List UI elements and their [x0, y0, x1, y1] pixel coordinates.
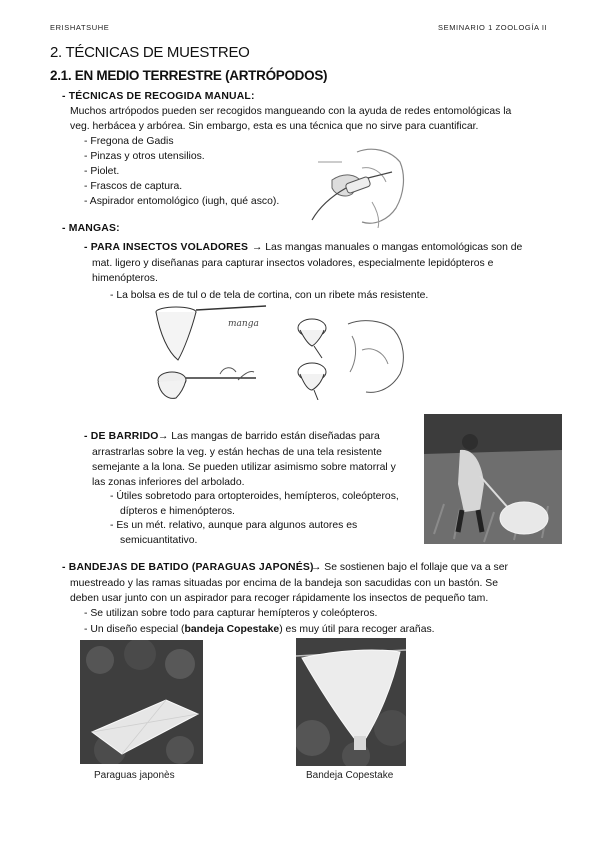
manual-intro-1: Muchos artrópodos pueden ser recogidos mangueando con la ayuda de redes entomológicas la: [70, 106, 512, 117]
manual-item: - Piolet.: [84, 166, 120, 177]
paraguas-japones-photo: [80, 640, 203, 764]
sweep-net-photo: [424, 414, 562, 544]
bolsa-text: - La bolsa es de tul o de tela de cortina, con un ribete más resistente.: [110, 290, 429, 301]
manual-item: - Aspirador entomológico (iugh, qué asco).: [84, 196, 280, 207]
bandejas-bullet-2: - Un diseño especial (bandeja Copestake) es muy útil para recoger arañas.: [84, 624, 435, 635]
bandejas-label: - BANDEJAS DE BATIDO (PARAGUAS JAPONÉS): [62, 562, 314, 573]
manual-item: - Frascos de captura.: [84, 181, 183, 192]
section-subtitle: 2.1. EN MEDIO TERRESTRE (ARTRÓPODOS): [50, 68, 328, 83]
header-author: ERISHATSUHE: [50, 23, 110, 32]
copestake-bold: bandeja Copestake: [184, 624, 280, 635]
header-course: SEMINARIO 1 ZOOLOGÍA II: [438, 23, 548, 32]
aspirator-illustration: [302, 142, 410, 228]
bandeja-copestake-photo: [296, 638, 406, 766]
net-drawing-left: [150, 304, 276, 404]
manual-heading: - TÉCNICAS DE RECOGIDA MANUAL:: [62, 91, 255, 102]
voladores-text-1: → Las mangas manuales o mangas entomológicas son de: [252, 242, 523, 253]
barrido-label: - DE BARRIDO: [84, 431, 159, 442]
barrido-text-3: semejante a la lona. Se pueden utilizar asimismo sobre matorral y: [92, 462, 396, 473]
barrido-text-1: → Las mangas de barrido están diseñadas para: [158, 431, 380, 442]
manual-item: - Fregona de Gadis: [84, 136, 174, 147]
bandejas-text-2: muestreado y las ramas situadas por encima de la bandeja son sacudidas con un bastón. Se: [70, 578, 499, 589]
barrido-bullet-2b: semicuantitativo.: [120, 535, 198, 546]
manga-annotation: manga: [228, 319, 259, 329]
mangas-heading: - MANGAS:: [62, 223, 120, 234]
barrido-bullet-1a: - Útiles sobretodo para ortopteroides, hemípteros, coleópteros,: [110, 491, 399, 502]
barrido-bullet-2a: - Es un mét. relativo, aunque para algunos autores es: [110, 520, 358, 531]
voladores-label: - PARA INSECTOS VOLADORES: [84, 242, 249, 253]
bandejas-text-3: deben usar junto con un aspirador para recoger rápidamente los insectos de pequeño tam.: [70, 593, 489, 604]
manual-intro-2: veg. herbácea y arbórea. Sin embargo, esta es una técnica que no sirve para cuantificar.: [70, 121, 479, 132]
section-title: 2. TÉCNICAS DE MUESTREO: [50, 44, 250, 61]
bandejas-text-1: → Se sostienen bajo el follaje que va a ser: [311, 562, 508, 573]
barrido-text-2: arrastrarlas sobre la veg. y están hechas de una tela resistente: [92, 447, 382, 458]
voladores-text-3: himenópteros.: [92, 273, 158, 284]
net-drawing-right: [292, 316, 414, 400]
barrido-bullet-1b: dípteros e himenópteros.: [120, 506, 235, 517]
barrido-text-4: las zonas inferiores del arbolado.: [92, 477, 245, 488]
voladores-text-2: mat. ligero y diseñanas para capturar insectos voladores, especialmente lepidópteros e: [92, 258, 494, 269]
caption-paraguas: Paraguas japonès: [94, 770, 175, 781]
caption-copestake: Bandeja Copestake: [306, 770, 394, 781]
bandejas-bullet-1: - Se utilizan sobre todo para capturar hemípteros y coleópteros.: [84, 608, 378, 619]
manual-item: - Pinzas y otros utensilios.: [84, 151, 205, 162]
